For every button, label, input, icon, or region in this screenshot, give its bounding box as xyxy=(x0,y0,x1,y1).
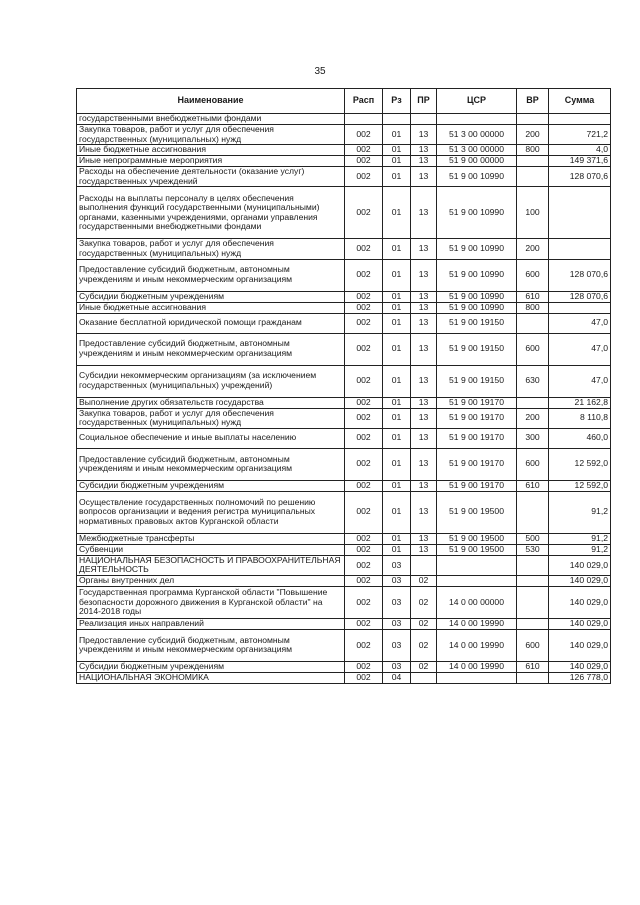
row-vr-cell xyxy=(517,491,549,533)
row-vr-cell: 610 xyxy=(517,480,549,491)
row-csr-cell xyxy=(437,575,517,586)
row-csr-cell: 51 9 00 19500 xyxy=(437,491,517,533)
row-vr-cell: 200 xyxy=(517,239,549,259)
row-csr-cell: 51 9 00 19500 xyxy=(437,544,517,555)
row-csr-cell: 51 9 00 19150 xyxy=(437,313,517,333)
table-row xyxy=(77,125,611,145)
row-sum-cell: 12 592,0 xyxy=(549,448,611,480)
row-vr-cell: 610 xyxy=(517,661,549,672)
table-row xyxy=(77,259,611,291)
row-sum-cell: 128 070,6 xyxy=(549,167,611,187)
table-row xyxy=(77,313,611,333)
row-rasp-cell: 002 xyxy=(345,533,383,544)
row-name-cell: государственными внебюджетными фондами xyxy=(77,114,345,125)
row-sum-cell xyxy=(549,239,611,259)
row-rz-cell: 01 xyxy=(383,408,411,428)
row-pr-cell: 13 xyxy=(411,408,437,428)
row-vr-cell: 500 xyxy=(517,533,549,544)
row-pr-cell: 02 xyxy=(411,661,437,672)
row-vr-cell xyxy=(517,156,549,167)
row-name-cell: Социальное обеспечение и иные выплаты населению xyxy=(77,428,345,448)
row-rasp-cell: 002 xyxy=(345,125,383,145)
row-name-cell: Расходы на выплаты персоналу в целях обеспечения выполнения функций государственными (муниципальными) органами, казенными учреждениями, органами управления государственными внебюджетными фондами xyxy=(77,187,345,239)
row-sum-cell: 128 070,6 xyxy=(549,259,611,291)
row-rasp-cell: 002 xyxy=(345,167,383,187)
row-name-cell: Предоставление субсидий бюджетным, автономным учреждениям и иным некоммерческим организациям xyxy=(77,629,345,661)
row-rz-cell: 01 xyxy=(383,239,411,259)
row-rz-cell: 01 xyxy=(383,365,411,397)
row-rasp-cell: 002 xyxy=(345,302,383,313)
row-rz-cell: 01 xyxy=(383,302,411,313)
row-vr-cell xyxy=(517,555,549,575)
row-rasp-cell: 002 xyxy=(345,544,383,555)
row-sum-cell: 91,2 xyxy=(549,491,611,533)
row-sum-cell: 21 162,8 xyxy=(549,397,611,408)
row-rz-cell: 01 xyxy=(383,480,411,491)
row-rasp-cell: 002 xyxy=(345,491,383,533)
row-rasp-cell: 002 xyxy=(345,156,383,167)
row-name-cell: НАЦИОНАЛЬНАЯ ЭКОНОМИКА xyxy=(77,672,345,683)
row-csr-cell: 51 9 00 10990 xyxy=(437,239,517,259)
row-csr-cell: 51 9 00 19170 xyxy=(437,397,517,408)
row-rasp-cell: 002 xyxy=(345,586,383,618)
row-rasp-cell: 002 xyxy=(345,239,383,259)
row-vr-cell xyxy=(517,672,549,683)
row-pr-cell: 13 xyxy=(411,313,437,333)
row-rz-cell: 01 xyxy=(383,259,411,291)
row-name-cell: Предоставление субсидий бюджетным, автономным учреждениям и иным некоммерческим организациям xyxy=(77,259,345,291)
header-rz: Рз xyxy=(383,89,411,114)
header-csr: ЦСР xyxy=(437,89,517,114)
row-name-cell: Осуществление государственных полномочий по решению вопросов организации и ведения регистра муниципальных нормативных правовых актов Курганской области xyxy=(77,491,345,533)
row-name-cell: Предоставление субсидий бюджетным, автономным учреждениям и иным некоммерческим организациям xyxy=(77,448,345,480)
row-csr-cell: 51 3 00 00000 xyxy=(437,125,517,145)
row-vr-cell xyxy=(517,618,549,629)
header-rasp: Расп xyxy=(345,89,383,114)
row-rasp-cell: 002 xyxy=(345,365,383,397)
row-pr-cell: 13 xyxy=(411,167,437,187)
row-pr-cell: 13 xyxy=(411,291,437,302)
row-rz-cell: 03 xyxy=(383,661,411,672)
row-pr-cell: 13 xyxy=(411,480,437,491)
table-row xyxy=(77,365,611,397)
row-name-cell: Оказание бесплатной юридической помощи гражданам xyxy=(77,313,345,333)
row-name-cell: Иные бюджетные ассигнования xyxy=(77,302,345,313)
row-pr-cell: 13 xyxy=(411,156,437,167)
row-vr-cell: 300 xyxy=(517,428,549,448)
row-vr-cell xyxy=(517,575,549,586)
row-name-cell: Субсидии бюджетным учреждениям xyxy=(77,480,345,491)
row-sum-cell: 91,2 xyxy=(549,533,611,544)
row-rasp-cell: 002 xyxy=(345,291,383,302)
row-rz-cell: 01 xyxy=(383,313,411,333)
table-row xyxy=(77,533,611,544)
row-sum-cell: 140 029,0 xyxy=(549,618,611,629)
row-csr-cell: 51 9 00 19150 xyxy=(437,365,517,397)
row-sum-cell: 140 029,0 xyxy=(549,555,611,575)
row-rz-cell xyxy=(383,114,411,125)
row-rz-cell: 03 xyxy=(383,575,411,586)
row-vr-cell xyxy=(517,167,549,187)
row-pr-cell: 13 xyxy=(411,187,437,239)
row-sum-cell: 4,0 xyxy=(549,145,611,156)
row-rz-cell: 01 xyxy=(383,125,411,145)
row-rz-cell: 01 xyxy=(383,156,411,167)
row-vr-cell xyxy=(517,586,549,618)
row-pr-cell: 13 xyxy=(411,333,437,365)
row-vr-cell: 600 xyxy=(517,259,549,291)
row-pr-cell: 13 xyxy=(411,365,437,397)
row-rasp-cell: 002 xyxy=(345,333,383,365)
row-vr-cell: 600 xyxy=(517,629,549,661)
row-csr-cell: 14 0 00 19990 xyxy=(437,618,517,629)
row-pr-cell xyxy=(411,672,437,683)
table-row xyxy=(77,448,611,480)
table-row xyxy=(77,629,611,661)
row-vr-cell: 800 xyxy=(517,145,549,156)
row-rasp-cell: 002 xyxy=(345,618,383,629)
row-sum-cell: 47,0 xyxy=(549,365,611,397)
row-pr-cell xyxy=(411,555,437,575)
row-name-cell: Закупка товаров, работ и услуг для обеспечения государственных (муниципальных) нужд xyxy=(77,125,345,145)
row-name-cell: Закупка товаров, работ и услуг для обеспечения государственных (муниципальных) нужд xyxy=(77,239,345,259)
row-rasp-cell: 002 xyxy=(345,575,383,586)
budget-table xyxy=(76,88,611,684)
row-name-cell: Государственная программа Курганской области "Повышение безопасности дорожного движения в Курганской области" на 2014-2018 годы xyxy=(77,586,345,618)
table-row xyxy=(77,239,611,259)
row-rz-cell: 04 xyxy=(383,672,411,683)
row-sum-cell: 12 592,0 xyxy=(549,480,611,491)
table-row xyxy=(77,333,611,365)
row-rasp-cell xyxy=(345,114,383,125)
row-rz-cell: 03 xyxy=(383,629,411,661)
row-name-cell: Реализация иных направлений xyxy=(77,618,345,629)
row-csr-cell: 51 3 00 00000 xyxy=(437,145,517,156)
table-header-row xyxy=(77,89,611,114)
row-csr-cell: 51 9 00 10990 xyxy=(437,167,517,187)
table-row xyxy=(77,145,611,156)
table-row xyxy=(77,187,611,239)
row-csr-cell: 14 0 00 19990 xyxy=(437,629,517,661)
row-csr-cell: 51 9 00 19500 xyxy=(437,533,517,544)
row-pr-cell: 13 xyxy=(411,491,437,533)
row-sum-cell: 721,2 xyxy=(549,125,611,145)
table-row xyxy=(77,408,611,428)
row-name-cell: Закупка товаров, работ и услуг для обеспечения государственных (муниципальных) нужд xyxy=(77,408,345,428)
row-vr-cell: 630 xyxy=(517,365,549,397)
row-rz-cell: 01 xyxy=(383,167,411,187)
header-name: Наименование xyxy=(77,89,345,114)
row-rasp-cell: 002 xyxy=(345,661,383,672)
row-name-cell: Субвенции xyxy=(77,544,345,555)
row-name-cell: Предоставление субсидий бюджетным, автономным учреждениям и иным некоммерческим организациям xyxy=(77,333,345,365)
row-sum-cell xyxy=(549,114,611,125)
row-rz-cell: 01 xyxy=(383,491,411,533)
row-sum-cell: 91,2 xyxy=(549,544,611,555)
row-sum-cell: 8 110,8 xyxy=(549,408,611,428)
header-vr: ВР xyxy=(517,89,549,114)
table-row xyxy=(77,167,611,187)
row-pr-cell: 02 xyxy=(411,575,437,586)
row-rz-cell: 03 xyxy=(383,555,411,575)
row-pr-cell xyxy=(411,114,437,125)
row-rz-cell: 01 xyxy=(383,333,411,365)
row-name-cell: Субсидии бюджетным учреждениям xyxy=(77,661,345,672)
page-number: 35 xyxy=(314,66,326,77)
table-row xyxy=(77,428,611,448)
row-rasp-cell: 002 xyxy=(345,313,383,333)
row-rz-cell: 01 xyxy=(383,187,411,239)
row-rasp-cell: 002 xyxy=(345,259,383,291)
row-rasp-cell: 002 xyxy=(345,187,383,239)
row-csr-cell: 51 9 00 10990 xyxy=(437,187,517,239)
row-rasp-cell: 002 xyxy=(345,480,383,491)
row-sum-cell: 140 029,0 xyxy=(549,661,611,672)
row-csr-cell xyxy=(437,672,517,683)
row-vr-cell: 600 xyxy=(517,333,549,365)
row-csr-cell: 51 9 00 10990 xyxy=(437,291,517,302)
table-row xyxy=(77,156,611,167)
row-pr-cell: 13 xyxy=(411,544,437,555)
row-rz-cell: 01 xyxy=(383,448,411,480)
row-vr-cell: 100 xyxy=(517,187,549,239)
row-name-cell: Субсидии бюджетным учреждениям xyxy=(77,291,345,302)
row-vr-cell xyxy=(517,313,549,333)
row-sum-cell xyxy=(549,187,611,239)
table-row xyxy=(77,397,611,408)
table-row xyxy=(77,114,611,125)
row-rz-cell: 01 xyxy=(383,428,411,448)
row-sum-cell: 140 029,0 xyxy=(549,575,611,586)
row-rasp-cell: 002 xyxy=(345,629,383,661)
header-pr: ПР xyxy=(411,89,437,114)
row-rasp-cell: 002 xyxy=(345,145,383,156)
row-pr-cell: 13 xyxy=(411,448,437,480)
row-sum-cell: 126 778,0 xyxy=(549,672,611,683)
table-row xyxy=(77,575,611,586)
table-row xyxy=(77,586,611,618)
row-rz-cell: 01 xyxy=(383,397,411,408)
row-pr-cell: 02 xyxy=(411,586,437,618)
row-pr-cell: 13 xyxy=(411,533,437,544)
row-sum-cell xyxy=(549,302,611,313)
table-row xyxy=(77,618,611,629)
row-pr-cell: 02 xyxy=(411,618,437,629)
row-sum-cell: 460,0 xyxy=(549,428,611,448)
row-csr-cell: 14 0 00 00000 xyxy=(437,586,517,618)
row-pr-cell: 13 xyxy=(411,259,437,291)
row-sum-cell: 140 029,0 xyxy=(549,629,611,661)
row-pr-cell: 02 xyxy=(411,629,437,661)
row-csr-cell: 51 9 00 19170 xyxy=(437,408,517,428)
row-rasp-cell: 002 xyxy=(345,672,383,683)
row-pr-cell: 13 xyxy=(411,428,437,448)
table-body xyxy=(77,114,611,684)
row-name-cell: Субсидии некоммерческим организациям (за исключением государственных (муниципальных) учреждений) xyxy=(77,365,345,397)
row-pr-cell: 13 xyxy=(411,302,437,313)
row-sum-cell: 47,0 xyxy=(549,333,611,365)
header-sum: Сумма xyxy=(549,89,611,114)
row-csr-cell xyxy=(437,555,517,575)
row-rasp-cell: 002 xyxy=(345,408,383,428)
table-row xyxy=(77,555,611,575)
row-rasp-cell: 002 xyxy=(345,397,383,408)
row-csr-cell: 51 9 00 10990 xyxy=(437,302,517,313)
row-rz-cell: 01 xyxy=(383,544,411,555)
table-row xyxy=(77,544,611,555)
row-pr-cell: 13 xyxy=(411,239,437,259)
row-rz-cell: 01 xyxy=(383,533,411,544)
row-rz-cell: 03 xyxy=(383,586,411,618)
row-pr-cell: 13 xyxy=(411,397,437,408)
row-csr-cell xyxy=(437,114,517,125)
row-rasp-cell: 002 xyxy=(345,555,383,575)
row-rasp-cell: 002 xyxy=(345,428,383,448)
row-name-cell: Иные бюджетные ассигнования xyxy=(77,145,345,156)
row-vr-cell: 200 xyxy=(517,408,549,428)
row-name-cell: Органы внутренних дел xyxy=(77,575,345,586)
row-vr-cell: 600 xyxy=(517,448,549,480)
row-sum-cell: 128 070,6 xyxy=(549,291,611,302)
row-rasp-cell: 002 xyxy=(345,448,383,480)
row-csr-cell: 51 9 00 19170 xyxy=(437,448,517,480)
row-sum-cell: 149 371,6 xyxy=(549,156,611,167)
table-row xyxy=(77,672,611,683)
row-vr-cell: 530 xyxy=(517,544,549,555)
row-sum-cell: 140 029,0 xyxy=(549,586,611,618)
row-vr-cell: 800 xyxy=(517,302,549,313)
table-row xyxy=(77,480,611,491)
row-csr-cell: 51 9 00 19170 xyxy=(437,428,517,448)
row-name-cell: Межбюджетные трансферты xyxy=(77,533,345,544)
row-csr-cell: 51 9 00 19170 xyxy=(437,480,517,491)
row-vr-cell: 200 xyxy=(517,125,549,145)
row-name-cell: Иные непрограммные мероприятия xyxy=(77,156,345,167)
table-row xyxy=(77,661,611,672)
row-rz-cell: 01 xyxy=(383,291,411,302)
row-name-cell: Выполнение других обязательств государства xyxy=(77,397,345,408)
row-csr-cell: 51 9 00 00000 xyxy=(437,156,517,167)
row-sum-cell: 47,0 xyxy=(549,313,611,333)
table-row xyxy=(77,291,611,302)
row-name-cell: Расходы на обеспечение деятельности (оказание услуг) государственных учреждений xyxy=(77,167,345,187)
row-pr-cell: 13 xyxy=(411,145,437,156)
row-rz-cell: 01 xyxy=(383,145,411,156)
row-csr-cell: 51 9 00 19150 xyxy=(437,333,517,365)
row-rz-cell: 03 xyxy=(383,618,411,629)
row-pr-cell: 13 xyxy=(411,125,437,145)
table-row xyxy=(77,302,611,313)
row-vr-cell xyxy=(517,397,549,408)
row-name-cell: НАЦИОНАЛЬНАЯ БЕЗОПАСНОСТЬ И ПРАВООХРАНИТЕЛЬНАЯ ДЕЯТЕЛЬНОСТЬ xyxy=(77,555,345,575)
table-row xyxy=(77,491,611,533)
row-csr-cell: 14 0 00 19990 xyxy=(437,661,517,672)
row-vr-cell xyxy=(517,114,549,125)
row-vr-cell: 610 xyxy=(517,291,549,302)
row-csr-cell: 51 9 00 10990 xyxy=(437,259,517,291)
